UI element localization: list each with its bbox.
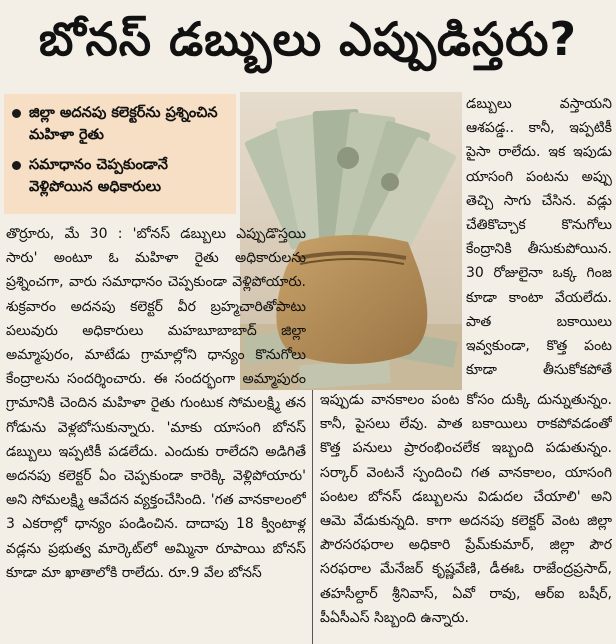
highlight-item (10, 102, 230, 146)
highlight-text: జిల్లా అదనపు కలెక్టర్‌ను ప్రశ్నించిన మహిళా రైతు (29, 105, 218, 143)
headline: బోనస్ డబ్బులు ఎప్పుడిస్తరు? (38, 12, 578, 66)
article-column-right-bottom: ఇప్పుడు వానకాలం పంట కోసం దుక్కి దున్నుతున్నం. కానీ, పైసలు లేవు. పాత బకాయిలు రాకపోవడంతో కొత్త పనులు ప్రారంభించలేక ఇబ్బంది పడుతున్నం. సర్కార్ వెంటనే స్పందించి గత వానకాలం, యాసంగి పంటల బోనస్ డబ్బులను విడుదల చేయాలి' అని ఆమె వేడుకున్నది. కాగా అదనపు కలెక్టర్ వెంట జిల్లా పౌరసరఫరాల అధికారి ప్రేమ్‌కుమార్, జిల్లా పౌర సరఫరాల మేనేజర్ కృష్ణవేణి, డీఈఓ రాజేంద్రప్రసాద్, తహసీల్దార్ శ్రీనివాస్, ఏవో రావు, ఆర్‌ఐ బషీర్, పీఏసీఎస్ సిబ్బంది ఉన్నారు. (320, 392, 612, 626)
highlight-text: సమాధానం చెప్పకుండానే వెళ్లిపోయిన అధికారులు (29, 157, 168, 195)
article-column-left: తొర్రూరు, మే 30 : 'బోనస్ డబ్బులు ఎప్పుడొస్తయి సారు' అంటూ ఓ మహిళా రైతు అధికారులను ప్రశ్నించగా, వారు సమాధానం చెప్పకుండా వెళ్లిపోయారు. శుక్రవారం అదనపు కలెక్టర్ వీర బ్రహ్మచారితోపాటు పలువురు అధికారులు మహబూబాబాద్ జిల్లా అమ్మాపురం, మాటేడు గ్రామాల్లోని ధాన్యం కొనుగోలు కేంద్రాలను సందర్శించారు. ఈ సందర్భంగా అమ్మాపురం గ్రామానికి చెందిన మహిళా రైతు గుంటుక సోమలక్ష్మి తన గోడును వెళ్లబోసుకున్నారు. 'మాకు యాసంగి బోనస్ డబ్బులు ఇప్పటికీ పడలేదు. ఎందుకు రాలేదని అడిగితే అదనపు కలెక్టర్ ఏం చెప్పకుండా కారెక్కి వెళ్లిపోయారు' అని సోమలక్ష్మి ఆవేదన వ్యక్తంచేసింది. 'గత వానకాలంలో 3 ఎకరాల్లో ధాన్యం పండించిన. దాదాపు 18 క్వింటాళ్ల వడ్లను ప్రభుత్వ మార్కెట్‌లో అమ్మినా రూపాయి బోనస్ కూడా మా ఖాతాలోకి రాలేదు. రూ.9 వేల బోనస్ (6, 226, 306, 581)
bullet-icon (12, 109, 21, 118)
highlight-item (10, 154, 230, 198)
column-divider (312, 388, 313, 644)
highlights-box (4, 94, 236, 214)
bullet-icon (12, 161, 21, 170)
article-column-right-top: డబ్బులు వస్తాయని ఆశపడ్డ.. కానీ, ఇప్పటికీ పైసా రాలేదు. ఇక ఇపుడు యాసంగి పంటను అప్పు తెచ్చి సాగు చేసిన. వడ్లు చేతికొచ్చాక కొనుగోలు కేంద్రానికి తీసుకుపోయిన. 30 రోజులైనా ఒక్క గింజ కూడా కాంటా వేయలేదు. పాత బకాయిలు ఇవ్వకుండా, కొత్త పంట కూడా తీసుకోకపోతే (466, 96, 612, 379)
